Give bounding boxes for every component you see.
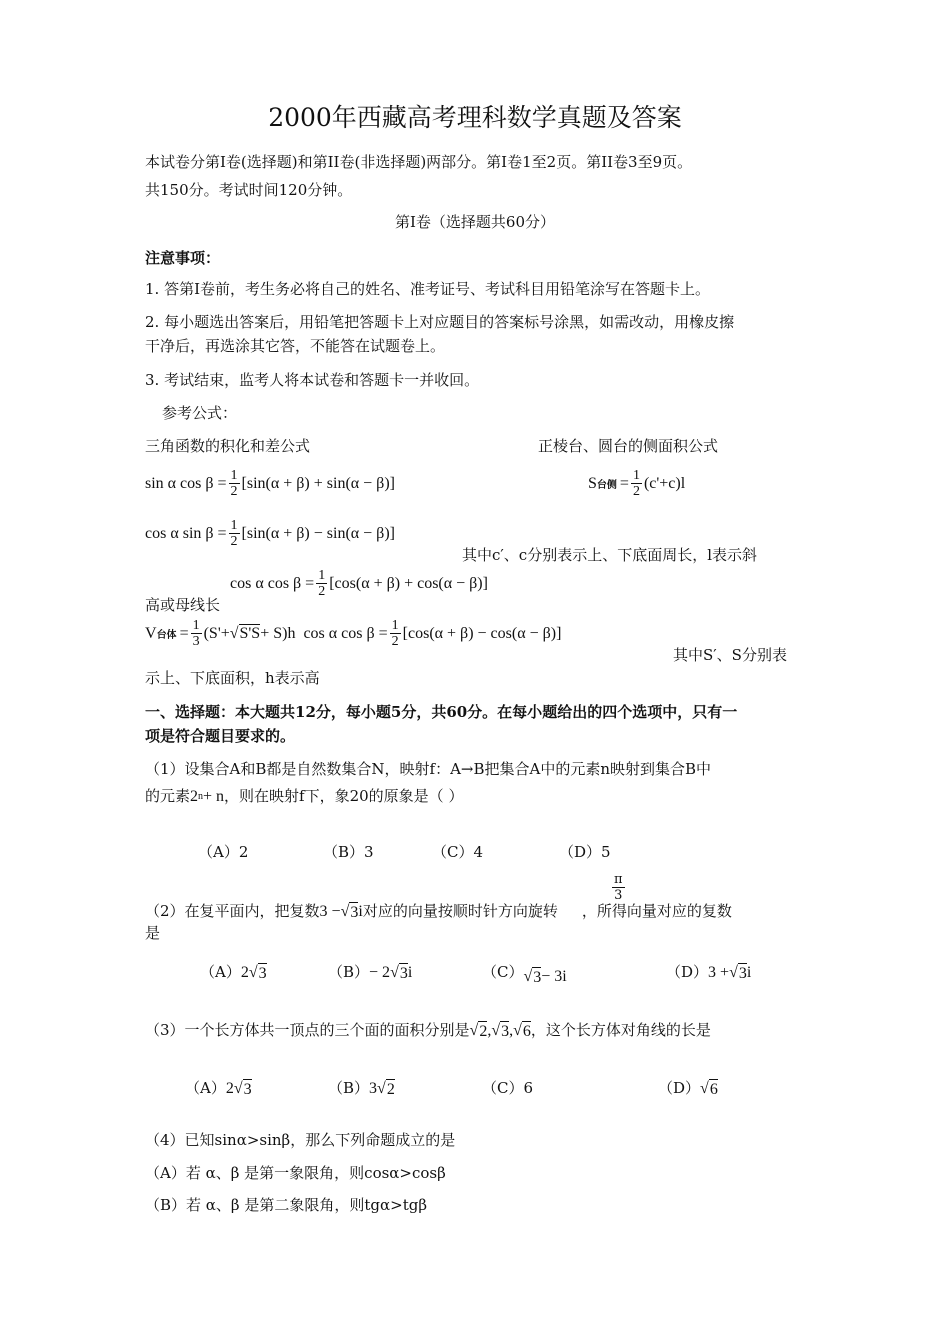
q3-stem xyxy=(145,1020,711,1042)
option-label: （A） xyxy=(200,963,241,981)
expr-radicand: 3 xyxy=(399,964,408,982)
note-item-3: 3. 考试结束，监考人将本试卷和答题卡一并收回。 xyxy=(145,371,480,389)
option-expression: 2 √ 3 xyxy=(240,964,267,982)
note-lateral: 其中c′、c分别表示上、下底面周长，l表示斜 xyxy=(462,546,758,564)
part1-heading-line-2: 项是符合题目要求的。 xyxy=(145,727,296,745)
expr-tail: + n xyxy=(203,788,225,805)
q4-option-b: （B）若 α、β 是第二象限角，则tgα>tgβ xyxy=(145,1196,427,1214)
option-label: （C） xyxy=(482,963,524,981)
fraction-half xyxy=(316,568,327,599)
formula-volume: V 台体 = $\frac{1}{3}$ (S'+ √ S'S + S)h cos α cos β = $\frac{1}{2}$ [cos(α + β) − cos(α − β)] xyxy=(145,618,562,649)
option-label: （B） xyxy=(328,1079,370,1097)
fraction-num: 1 xyxy=(632,468,640,483)
fraction-third xyxy=(191,618,202,649)
expr-radicand: 3 xyxy=(258,964,267,982)
expr-a: 3 xyxy=(369,1080,378,1097)
fraction-num: π xyxy=(614,872,623,887)
note-item-2-line-2: 干净后，再选涂其它答，不能答在试题卷上。 xyxy=(145,337,446,355)
notes-heading: 注意事项： xyxy=(145,249,221,267)
expr-a: − 2 xyxy=(369,964,391,981)
fraction-den: 2 xyxy=(632,484,640,499)
fraction-den: 2 xyxy=(230,484,238,499)
note-item-2-line-1: 2. 每小题选出答案后，用铅笔把答题卡上对应题目的答案标号涂黑，如需改动，用橡皮擦 xyxy=(145,313,735,331)
q3-expression: √ 2 , √ 3 , √ 6 xyxy=(469,1022,531,1040)
q1-line-2 xyxy=(145,786,463,807)
part1-heading-line-1: 一、选择题：本大题共12分，每小题5分，共60分。在每小题给出的四个选项中，只有一 xyxy=(145,703,738,721)
fraction-den: 2 xyxy=(318,584,326,599)
fraction-half xyxy=(229,518,240,549)
q2-pre: （2）在复平面内，把复数 xyxy=(145,902,320,920)
volume-symbol: V xyxy=(145,624,157,642)
formula-cos-cos-plus xyxy=(230,568,488,599)
formulas-heading: 参考公式： xyxy=(162,404,238,422)
q1-option-d: （D）5 xyxy=(559,843,611,861)
note-volume-2: 示上、下底面积，h表示高 xyxy=(145,669,320,687)
q2-pi-fraction xyxy=(612,872,625,903)
volume-rhs-b: + S)h xyxy=(260,624,296,642)
fraction-num: 1 xyxy=(391,618,399,633)
expr-radicand: 3 xyxy=(533,968,542,986)
q1-expression xyxy=(190,787,224,807)
expr-radicand: 3 xyxy=(243,1080,252,1098)
expr-a: 2 xyxy=(225,1080,234,1097)
volume-rhs-a: (S'+ xyxy=(203,624,230,642)
q2-option-a xyxy=(200,962,267,984)
expr-a: 3 − xyxy=(319,903,341,920)
expr-radicand: 6 xyxy=(709,1080,718,1098)
expr-b: i xyxy=(358,903,363,920)
q3-pre: （3）一个长方体共一顶点的三个面的面积分别是 xyxy=(145,1021,470,1039)
q2-option-b xyxy=(328,962,412,984)
expr-radicand: 2 xyxy=(479,1022,488,1040)
q2-option-d xyxy=(666,962,751,984)
q1-option-c: （C）4 xyxy=(432,843,484,861)
note-lateral-2: 高或母线长 xyxy=(145,596,221,614)
fraction-half xyxy=(229,468,240,499)
option-expression: √ 6 xyxy=(700,1080,718,1098)
q2-expression: 3 − √ 3 i xyxy=(319,903,363,921)
expr-b: i xyxy=(407,964,413,981)
fraction-num: 1 xyxy=(230,518,238,533)
formula-lhs: cos α cos β = xyxy=(230,574,315,592)
expr-a: 2 xyxy=(240,964,249,981)
q3-option-d xyxy=(658,1078,718,1100)
fraction-num: 1 xyxy=(230,468,238,483)
formulas-left-heading: 三角函数的积化和差公式 xyxy=(145,437,311,455)
option-label: （D） xyxy=(658,1079,701,1097)
expr-radicand: 2 xyxy=(386,1080,395,1098)
formula-rhs: [sin(α + β) + sin(α − β)] xyxy=(241,474,395,492)
formula-lhs: sin α cos β = xyxy=(145,474,227,492)
formula-rhs: [sin(α + β) − sin(α − β)] xyxy=(241,524,395,542)
q1-line-1: （1）设集合A和B都是自然数集合N，映射f：A→B把集合A中的元素n映射到集合B中 xyxy=(145,760,712,778)
expr-a: 3 + xyxy=(708,964,730,981)
volume-radicand: S'S xyxy=(239,625,261,642)
note-item-1: 1. 答第Ⅰ卷前，考生务必将自己的姓名、准考证号、考试科目用铅笔涂写在答题卡上。 xyxy=(145,280,711,298)
q1-option-b: （B）3 xyxy=(323,843,374,861)
intro-line-1: 本试卷分第Ⅰ卷(选择题)和第II卷(非选择题)两部分。第Ⅰ卷1至2页。第II卷3至9页。 xyxy=(145,153,693,171)
formula-sin-cos xyxy=(145,468,395,499)
formula-rhs: [cos(α + β) − cos(α − β)] xyxy=(402,624,562,642)
formula-cos-sin xyxy=(145,518,395,549)
page-title: 2000年西藏高考理科数学真题及答案 xyxy=(268,103,682,132)
q1-option-a: （A）2 xyxy=(198,843,249,861)
q2-post: ，所得向量对应的复数 xyxy=(581,902,732,920)
option-expression: √ 3 − 3i xyxy=(523,968,567,986)
expr-b: i xyxy=(746,964,752,981)
q2-option-c xyxy=(482,962,567,988)
q3-option-c: （C）6 xyxy=(482,1079,534,1097)
expr-b: − 3i xyxy=(541,968,567,985)
lateral-subscript: 台侧 xyxy=(596,480,617,491)
fraction-den: 2 xyxy=(391,634,399,649)
q4-stem: （4）已知sinα>sinβ，那么下列命题成立的是 xyxy=(145,1131,456,1149)
volume-subscript: 台体 xyxy=(156,630,177,641)
q2-stem xyxy=(145,901,732,923)
option-label: （A） xyxy=(185,1079,226,1097)
option-expression: − 2 √ 3 i xyxy=(369,964,413,982)
option-expression: 3 √ 2 xyxy=(369,1080,395,1098)
fraction-den: 3 xyxy=(192,634,200,649)
q3-option-a xyxy=(185,1078,252,1100)
fraction-half xyxy=(390,618,401,649)
q1-pre: 的元素 xyxy=(145,787,191,805)
q1-post: ，则在映射f下，象20的原象是（ ） xyxy=(224,787,464,805)
formula-rhs: [cos(α + β) + cos(α − β)] xyxy=(329,574,488,592)
expr-radicand: 3 xyxy=(350,903,359,921)
lateral-symbol: S xyxy=(588,474,597,492)
fraction-num: 1 xyxy=(318,568,326,583)
fraction-den: 2 xyxy=(230,534,238,549)
fraction-den: 3 xyxy=(614,888,623,903)
q3-option-b xyxy=(328,1078,395,1100)
q2-stem-2: 是 xyxy=(145,924,161,942)
formulas-right-heading: 正棱台、圆台的侧面积公式 xyxy=(538,437,719,455)
option-label: （D） xyxy=(666,963,709,981)
formula-lhs: cos α cos β = xyxy=(303,624,388,642)
expr-radicand: 3 xyxy=(738,964,747,982)
expr-base: 2 xyxy=(190,788,199,805)
formula-lhs: cos α sin β = xyxy=(145,524,227,542)
fraction-num: 1 xyxy=(192,618,200,633)
expr-radicand: 3 xyxy=(501,1022,510,1040)
q4-option-a: （A）若 α、β 是第一象限角，则cosα>cosβ xyxy=(145,1164,446,1182)
q3-post: ，这个长方体对角线的长是 xyxy=(530,1021,711,1039)
fraction-half xyxy=(631,468,642,499)
option-expression: 3 + √ 3 i xyxy=(708,964,752,982)
intro-line-2: 共150分。考试时间120分钟。 xyxy=(145,181,353,199)
section-heading: 第Ⅰ卷（选择题共60分） xyxy=(394,213,555,231)
formula-lateral-area: S 台侧 = $\frac{1}{2}$ (c'+c)l xyxy=(588,468,686,499)
q2-mid: 对应的向量按顺时针方向旋转 xyxy=(362,902,558,920)
note-volume: 其中S′、S分别表 xyxy=(673,646,787,664)
expr-radicand: 6 xyxy=(522,1022,531,1040)
expr-exponent: n xyxy=(198,791,204,802)
lateral-rhs: (c'+c)l xyxy=(643,474,686,492)
option-label: （B） xyxy=(328,963,370,981)
option-expression: 2 √ 3 xyxy=(225,1080,252,1098)
